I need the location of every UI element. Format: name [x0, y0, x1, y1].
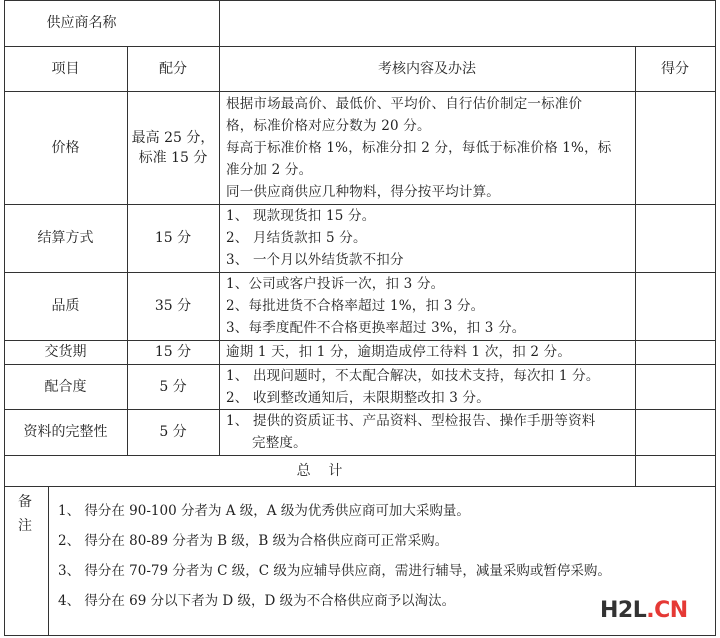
- row-alloc-delivery: 15 分: [154, 344, 192, 360]
- supplier-evaluation-table: [4, 0, 716, 636]
- row-content-delivery: [226, 341, 571, 363]
- rule: [4, 486, 716, 487]
- row-alloc-cooperation: 5 分: [159, 378, 187, 395]
- logo-text-h2l: H2L: [600, 598, 647, 623]
- notes-label-char: 备: [18, 494, 32, 510]
- content-line: 1、 出现问题时，不太配合解决，如技术支持，每次扣 1 分。: [226, 368, 600, 384]
- notes-label-char: 注: [18, 518, 32, 534]
- logo-text-dot: .: [646, 598, 655, 623]
- alloc-line: 最高 25 分，: [131, 129, 215, 146]
- row-alloc-quality: 35 分: [154, 298, 192, 314]
- row-alloc-settlement: 15 分: [154, 230, 192, 246]
- row-item-settlement: 结算方式: [37, 230, 94, 246]
- alloc-line: 标准 15 分: [138, 149, 208, 166]
- header-score: 得分: [661, 60, 689, 77]
- content-line: 2、 收到整改通知后，未限期整改扣 3 分。: [226, 390, 490, 406]
- header-content: 考核内容及办法: [378, 60, 476, 77]
- content-line: 1、 现款现货扣 15 分。: [226, 208, 376, 224]
- content-line: 1、 提供的资质证书、产品资料、型检报告、操作手册等资料: [226, 413, 596, 429]
- note-item: 3、 得分在 70-79 分者为 C 级，C 级为应辅导供应商，需进行辅导，减量采购或暂停采购。: [58, 563, 611, 579]
- row-score-cooperation[interactable]: [636, 365, 715, 409]
- row-score-documentation[interactable]: [636, 410, 715, 455]
- row-item-cooperation: 配合度: [44, 378, 87, 395]
- supplier-name-value[interactable]: [220, 1, 715, 46]
- content-line: 1、公司或客户投诉一次，扣 3 分。: [226, 276, 445, 292]
- content-line: 准分加 2 分。: [226, 162, 313, 178]
- content-line: 同一供应商供应几种物料，得分按平均计算。: [226, 184, 500, 200]
- header-item: 项目: [51, 60, 80, 77]
- note-item: 1、 得分在 90-100 分者为 A 级，A 级为优秀供应商可加大采购量。: [58, 503, 470, 519]
- row-content-price: [226, 93, 612, 203]
- total-label: 总 计: [296, 462, 343, 479]
- notes-list: [58, 496, 611, 616]
- row-item-delivery: 交货期: [44, 344, 87, 360]
- row-content-documentation: [226, 410, 595, 454]
- row-item-price: 价格: [51, 139, 80, 156]
- content-line: 逾期 1 天，扣 1 分，逾期造成停工待料 1 次，扣 2 分。: [226, 344, 572, 360]
- rule: [48, 486, 49, 636]
- supplier-name-label: 供应商名称: [46, 15, 117, 31]
- row-score-price[interactable]: [636, 92, 715, 204]
- note-item: 2、 得分在 80-89 分者为 B 级，B 级为合格供应商可正常采购。: [58, 533, 449, 549]
- rule: [4, 635, 716, 636]
- header-score-alloc: 配分: [159, 60, 187, 77]
- row-item-documentation: 资料的完整性: [23, 424, 108, 440]
- row-content-quality: [226, 273, 525, 339]
- content-line: 格，标准价格对应分数为 20 分。: [226, 118, 431, 134]
- content-line: 2、 月结货款扣 5 分。: [226, 230, 367, 246]
- logo-text-cn: CN: [654, 598, 688, 623]
- note-item: 4、 得分在 69 分以下者为 D 级，D 级为不合格供应商予以淘汰。: [58, 593, 456, 609]
- h2l-watermark-logo: [600, 598, 688, 623]
- notes-label: [14, 490, 36, 538]
- rule: [219, 46, 220, 455]
- content-line: 根据市场最高价、最低价、平均价、自行估价制定一标准价: [226, 96, 583, 112]
- content-line: 2、每批进货不合格率超过 1%，扣 3 分。: [226, 298, 485, 314]
- content-line: 每高于标准价格 1%，标准分扣 2 分，每低于标准价格 1%，标: [226, 140, 612, 156]
- row-score-delivery[interactable]: [636, 341, 715, 364]
- row-content-settlement: [226, 205, 404, 271]
- row-item-quality: 品质: [51, 298, 80, 314]
- total-score[interactable]: [636, 456, 715, 486]
- row-score-settlement[interactable]: [636, 205, 715, 272]
- row-alloc-price: [127, 91, 219, 204]
- content-line: 3、 一个月以外结货款不扣分: [226, 252, 404, 268]
- content-line: 完整度。: [252, 435, 307, 451]
- row-score-quality[interactable]: [636, 273, 715, 340]
- content-line: 3、每季度配件不合格更换率超过 3%，扣 3 分。: [226, 320, 526, 336]
- rule: [715, 0, 716, 636]
- row-alloc-documentation: 5 分: [159, 424, 187, 440]
- row-content-cooperation: [226, 365, 600, 409]
